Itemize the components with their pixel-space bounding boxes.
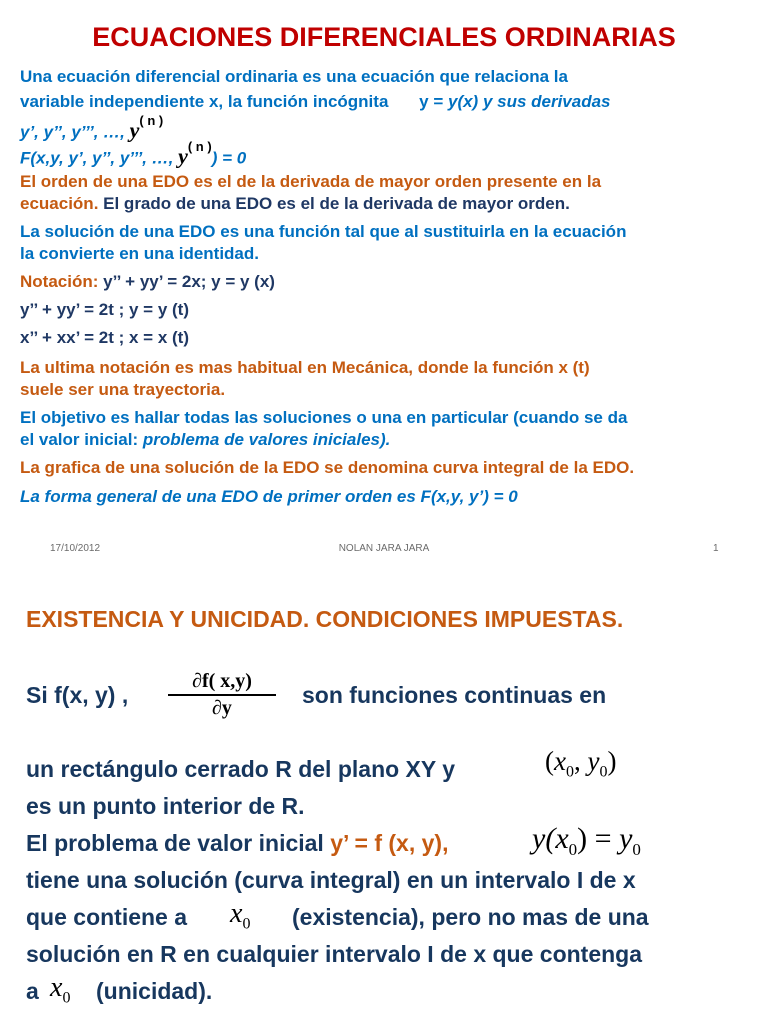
y-n-symbol: y: [129, 117, 140, 143]
partial-derivative-fraction: [162, 668, 282, 720]
objective-text: el valor inicial:: [20, 430, 143, 449]
x0-subscript-2: 0: [62, 989, 71, 1007]
general-form-line: [20, 139, 247, 170]
general-form-suffix: ) = 0: [211, 148, 247, 168]
footer-author: NOLAN JARA JARA: [338, 543, 430, 554]
ivp-equation: y’ = f (x, y),: [330, 830, 449, 856]
solution-line-1: La solución de una EDO es una función tal que al sustituirla en la ecuación: [20, 222, 627, 241]
condition-line-1-start: Si f(x, y) ,: [26, 682, 129, 708]
ic-x-subscript: 0: [568, 840, 578, 859]
x0-symbol-2: [50, 972, 70, 1008]
degree-text: El grado de una EDO es el de la derivada de mayor orden.: [98, 194, 570, 213]
derivatives-list: [20, 113, 164, 144]
point-open-paren: (: [545, 746, 554, 776]
ic-x: x: [555, 822, 569, 855]
point-comma: ,: [573, 746, 588, 776]
slide-2: [0, 570, 768, 1024]
integral-curve-line: La grafica de una solución de la EDO se denomina curva integral de la EDO.: [20, 458, 635, 477]
order-line-2: [20, 193, 570, 215]
objective-line-2: [20, 429, 390, 451]
condition-line-2: un rectángulo cerrado R del plano XY y: [26, 756, 456, 782]
definition-eq-prefix: y =: [419, 92, 448, 111]
x0-base: x: [230, 898, 243, 929]
point-x-subscript: 0: [565, 763, 574, 781]
general-form-prefix: F(x,y, y’, y’’, y’’’, …,: [20, 148, 179, 168]
condition-line-7: solución en R en cualquier intervalo I de x que contenga: [26, 941, 643, 967]
initial-condition: [532, 822, 641, 860]
condition-line-6-end: (existencia), pero no mas de una: [292, 904, 649, 930]
notation-eq-2: y’’ + yy’ = 2t ; y = y (t): [20, 300, 189, 319]
x0-subscript: 0: [242, 915, 251, 933]
slide-1-title: ECUACIONES DIFERENCIALES ORDINARIAS: [92, 22, 676, 52]
solution-line-2: la convierte en una identidad.: [20, 244, 259, 263]
condition-line-3: es un punto interior de R.: [26, 793, 305, 819]
condition-line-1-end: son funciones continuas en: [302, 682, 607, 708]
footer-page-number: 1: [713, 543, 719, 554]
ivp-text: El problema de valor inicial: [26, 830, 331, 856]
notation-label: Notación:: [20, 272, 104, 291]
ic-y0-subscript: 0: [632, 840, 641, 859]
mechanics-line-1: La ultima notación es mas habitual en Mecánica, donde la función x (t): [20, 358, 590, 377]
point-y: y: [587, 746, 600, 776]
y-n-exponent: ( n ): [139, 113, 164, 128]
point-x: x: [554, 746, 566, 776]
initial-point: [545, 746, 616, 781]
definition-text: variable independiente x, la función incógnita: [20, 92, 389, 111]
condition-line-8-end: (unicidad).: [96, 978, 213, 1004]
notation-eq-1: y’’ + yy’ = 2x; y = y (x): [103, 272, 275, 291]
first-order-form-line: La forma general de una EDO de primer orden es F(x,y, y’) = 0: [20, 487, 518, 506]
point-y-subscript: 0: [599, 763, 608, 781]
condition-line-6-start: que contiene a: [26, 904, 188, 930]
condition-line-8-start: a: [26, 978, 39, 1004]
definition-eq-yx: y(x) y sus derivadas: [447, 92, 611, 111]
order-line-1: El orden de una EDO es el de la derivada de mayor orden presente en la: [20, 172, 602, 191]
y-n-exponent-2: ( n ): [187, 139, 212, 154]
definition-line-1: Una ecuación diferencial ordinaria es una ecuación que relaciona la: [20, 67, 568, 86]
definition-line-2: [20, 91, 611, 113]
fraction-numerator: ∂f( x,y): [192, 670, 252, 692]
condition-line-4: [26, 830, 448, 857]
objective-line-1: El objetivo es hallar todas las soluciones o una en particular (cuando se da: [20, 408, 628, 427]
x0-symbol: [230, 898, 250, 934]
notation-eq-3: x’’ + xx’ = 2t ; x = x (t): [20, 328, 189, 347]
point-close-paren: ): [607, 746, 617, 776]
slide-2-title: EXISTENCIA Y UNICIDAD. CONDICIONES IMPUESTAS.: [26, 606, 624, 632]
y-n-symbol-2: y: [178, 143, 188, 169]
ic-equals: ) =: [577, 822, 620, 855]
ivp-term: problema de valores iniciales).: [142, 430, 391, 449]
derivatives-text: y’, y’’, y’’’, …,: [20, 122, 130, 142]
fraction-denominator: ∂y: [212, 697, 232, 719]
ic-y-open: y(: [532, 822, 556, 855]
notation-line-1: [20, 271, 275, 293]
footer-date: 17/10/2012: [50, 543, 101, 554]
condition-line-5: tiene una solución (curva integral) en un intervalo I de x: [26, 867, 636, 893]
ic-y0: y: [619, 822, 633, 855]
x0-base-2: x: [50, 972, 63, 1003]
mechanics-line-2: suele ser una trayectoria.: [20, 380, 226, 399]
order-text: ecuación.: [20, 194, 99, 213]
